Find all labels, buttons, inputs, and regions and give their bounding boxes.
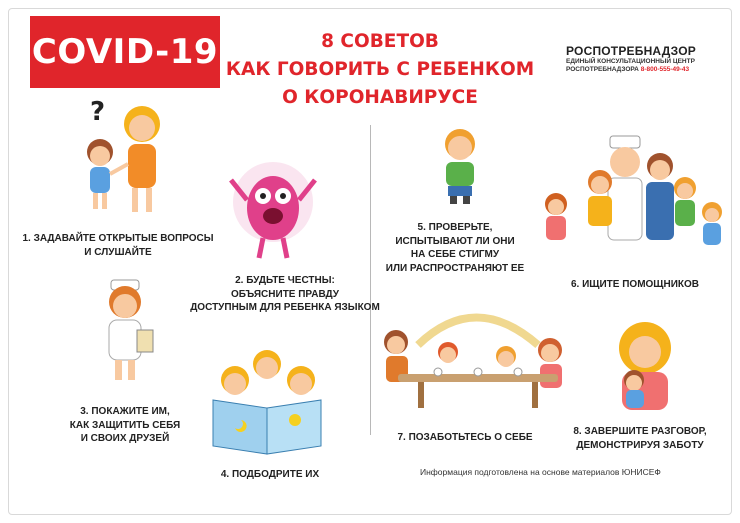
tip-2-line-2: ОБЪЯСНИТЕ ПРАВДУ (230, 288, 340, 300)
agency-line-2 (566, 66, 726, 74)
agency-block (566, 44, 726, 74)
poster-title (220, 28, 540, 112)
tip-3-line-1: 3. ПОКАЖИТЕ ИМ, (80, 406, 170, 417)
covid-badge (30, 16, 220, 88)
tip-5-line-1: 5. ПРОВЕРЬТЕ, (417, 222, 493, 233)
svg-text:?: ? (90, 97, 106, 127)
tip-6-line: 6. ИЩИТЕ ПОМОЩНИКОВ (570, 279, 700, 290)
tip-1-line-2: И СЛУШАЙТЕ (84, 246, 152, 258)
tip-3-line-3: И СВОИХ ДРУЗЕЙ (80, 433, 170, 444)
covid-badge-text: COVID-19 (31, 32, 219, 72)
tip-4-line: 4. ПОДБОДРИТЕ ИХ (220, 469, 320, 480)
tip-8-caption (555, 425, 725, 452)
tip-5-line-3: НА СЕБЕ СТИГМУ (410, 249, 500, 260)
kids-reading-illustration (205, 348, 330, 458)
tip-5-caption (380, 221, 530, 275)
tip-5-line-4: ИЛИ РАСПРОСТРАНЯЮТ ЕЕ (385, 262, 525, 274)
tip-7-line: 7. ПОЗАБОТЬТЕСЬ О СЕБЕ (397, 432, 533, 443)
boy-illustration (430, 126, 490, 206)
nurse-illustration (85, 278, 165, 383)
tip-1-caption (18, 232, 218, 259)
tip-2-caption (185, 274, 385, 315)
tip-8-line-2: ДЕМОНСТРИРУЯ ЗАБОТУ (576, 439, 704, 451)
agency-line-2-text: РОСПОТРЕБНАДЗОРА (566, 66, 639, 73)
agency-line-1: ЕДИНЫЙ КОНСУЛЬТАЦИОННЫЙ ЦЕНТР (566, 58, 695, 65)
tip-1-line-1: 1. ЗАДАВАЙТЕ ОТКРЫТЫЕ ВОПРОСЫ (22, 233, 214, 244)
virus-illustration (225, 150, 320, 265)
tip-3-caption (40, 405, 210, 446)
tip-7-caption (380, 431, 550, 445)
agency-phone: 8-800-555-49-43 (640, 66, 690, 73)
title-line-2: КАК ГОВОРИТЬ С РЕБЕНКОМ (225, 59, 535, 80)
tip-2-line-3: ДОСТУПНЫМ ДЛЯ РЕБЕНКА ЯЗЫКОМ (190, 302, 380, 313)
tip-3-line-2: КАК ЗАЩИТИТЬ СЕБЯ (69, 419, 181, 431)
mother-hug-illustration (600, 318, 690, 413)
title-line-1: 8 СОВЕТОВ (321, 31, 439, 52)
tip-5-line-2: ИСПЫТЫВАЮТ ЛИ ОНИ (395, 235, 515, 247)
mother-child-illustration (70, 92, 190, 217)
helpers-illustration (540, 130, 730, 260)
agency-name: РОСПОТРЕБНАДЗОР (566, 44, 696, 58)
tip-8-line-1: 8. ЗАВЕРШИТЕ РАЗГОВОР, (573, 426, 707, 437)
tip-2-line-1: 2. БУДЬТЕ ЧЕСТНЫ: (235, 275, 335, 286)
tip-4-caption (200, 468, 340, 482)
source-note: Информация подготовлена на основе материалов ЮНИСЕФ (420, 467, 661, 477)
tip-6-caption (555, 278, 715, 292)
family-table-illustration (378, 300, 573, 415)
title-line-3: О КОРОНАВИРУСЕ (282, 87, 478, 108)
